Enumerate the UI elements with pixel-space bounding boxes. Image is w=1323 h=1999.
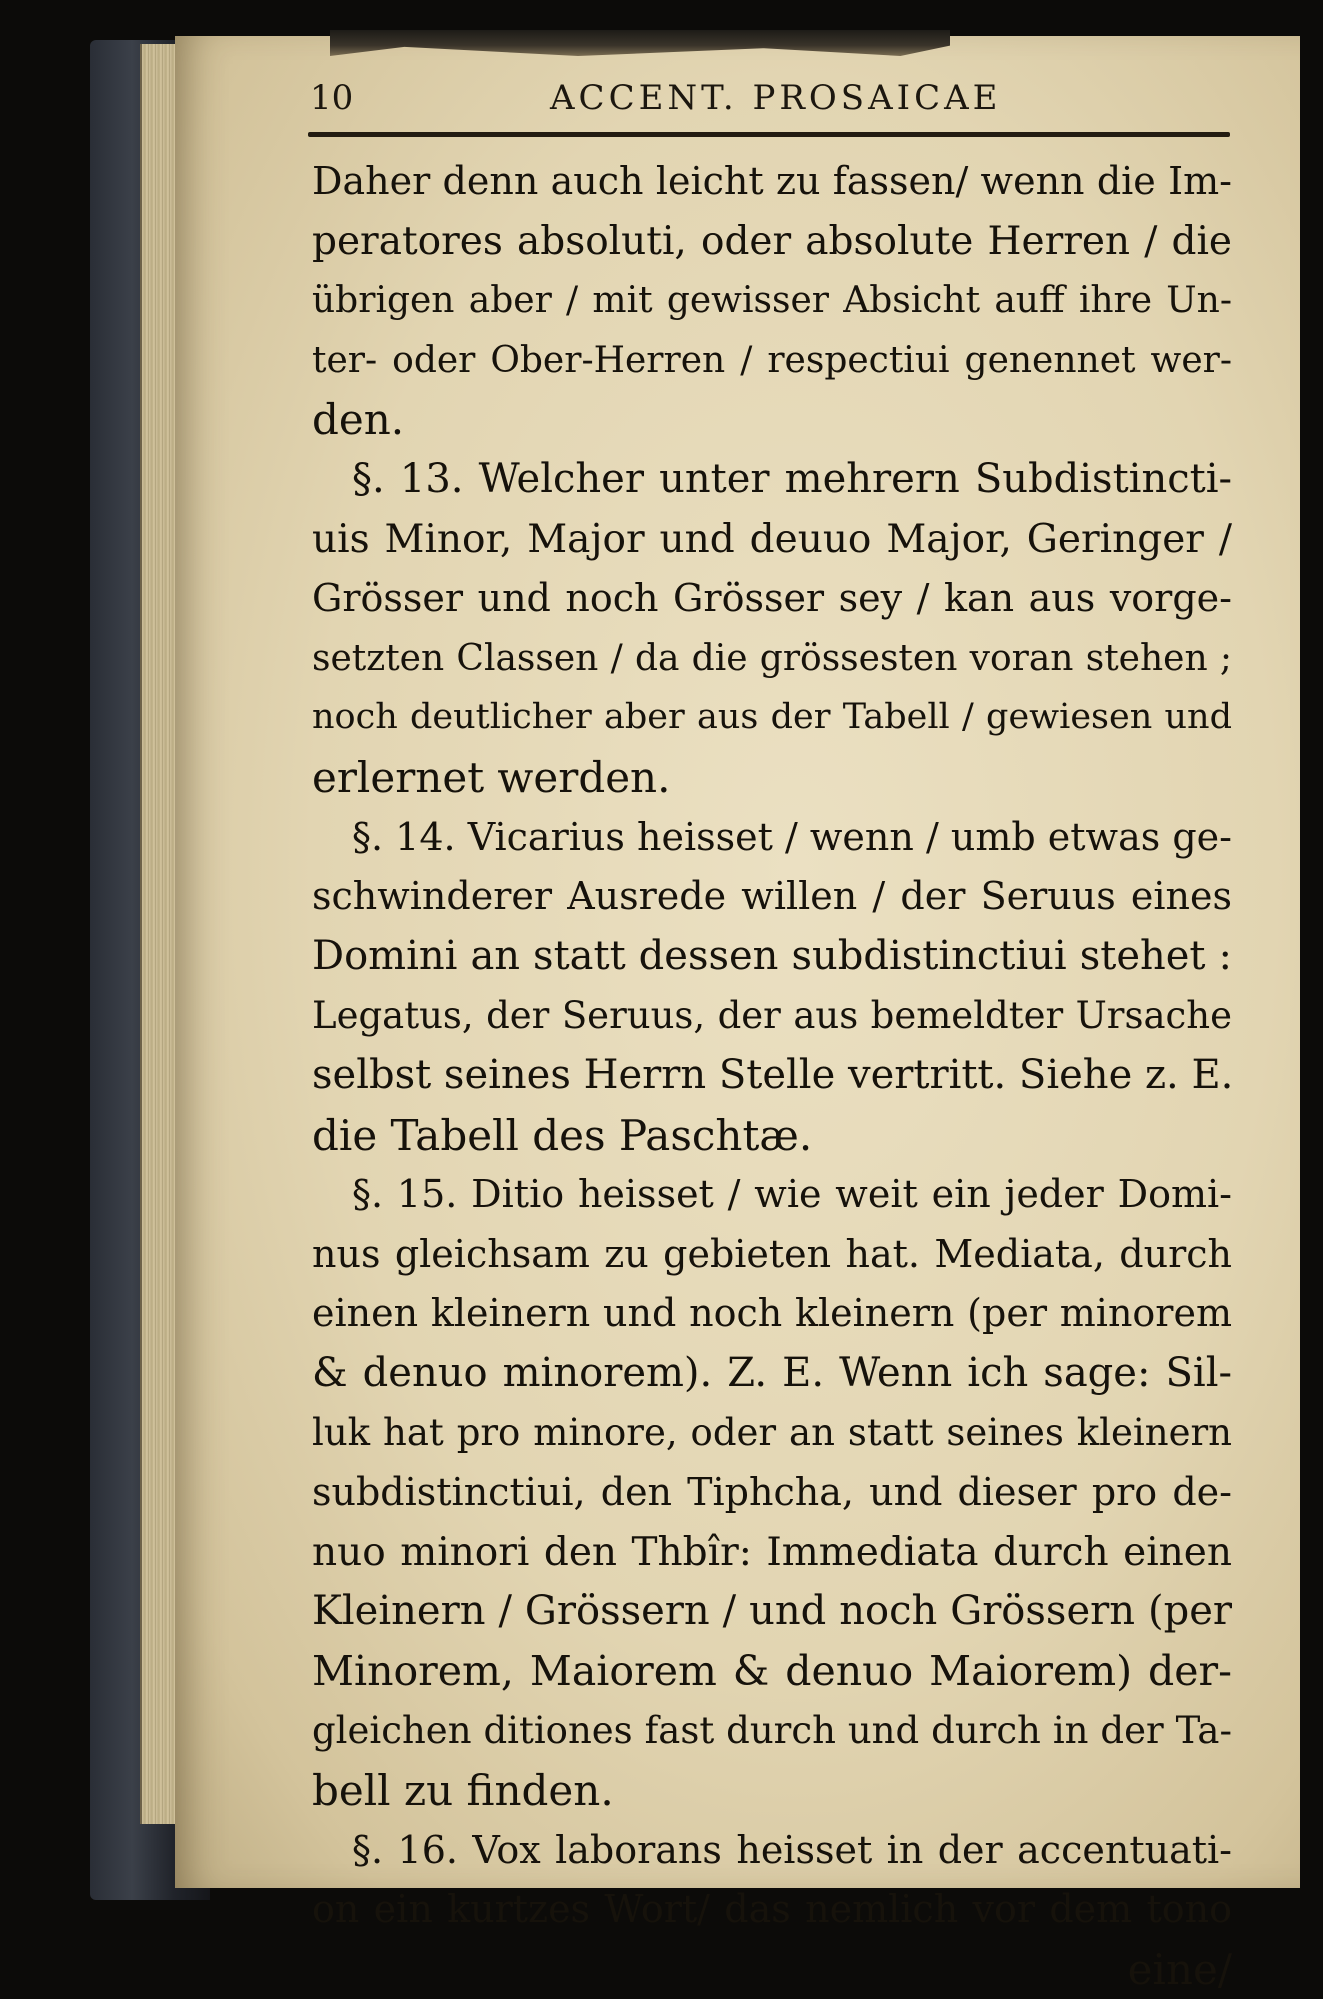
catchword: eine/	[1127, 1944, 1232, 1994]
text-line: peratores absoluti, oder absolute Herren / die	[312, 218, 1232, 264]
page-header	[310, 70, 1220, 126]
text-line: setzten Classen / da die grössesten voran stehen ;	[312, 637, 1232, 679]
text-line: gleichen ditiones fast durch und durch in der Ta-	[312, 1709, 1232, 1753]
text-line: schwinderer Ausrede willen / der Seruus eines	[312, 874, 1232, 919]
text-line: & denuo minorem). Z. E. Wenn ich sage: Sil-	[312, 1349, 1232, 1396]
text-line: nuo minori den Thbîr: Immediata durch einen	[312, 1529, 1232, 1575]
text-line: übrigen aber / mit gewisser Absicht auff ihre Un-	[312, 280, 1232, 322]
text-line: uis Minor, Major und deuuo Major, Geringer /	[312, 516, 1232, 562]
running-title: ACCENT. PROSAICAE	[550, 78, 1002, 118]
header-rule	[308, 132, 1230, 137]
text-line: Domini an statt dessen subdistinctiui stehet :	[312, 932, 1232, 979]
text-line: die Tabell des Paschtæ.	[312, 1110, 813, 1160]
text-line: Minorem, Maiorem & denuo Maiorem) der-	[312, 1646, 1232, 1695]
text-line: Grösser und noch Grösser sey / kan aus vorge-	[312, 576, 1232, 621]
text-line: on ein kurtzes Wort/ das nemlich vor dem tono	[312, 1887, 1232, 1932]
text-line: Daher denn auch leicht zu fassen/ wenn die Im-	[312, 159, 1232, 203]
text-line: subdistinctiui, den Tiphcha, und dieser pro de-	[312, 1470, 1232, 1515]
text-line: erlernet werden.	[312, 752, 671, 802]
paragraph-start-15: §. 15. Ditio heisset / wie weit ein jeder Domi-	[352, 1172, 1232, 1217]
paragraph-start-13: §. 13. Welcher unter mehrern Subdistincti-	[352, 455, 1232, 502]
text-line: ter- oder Ober-Herren / respectiui genennet wer-	[312, 339, 1232, 381]
text-line: den.	[312, 395, 405, 445]
text-line: bell zu finden.	[312, 1766, 614, 1816]
text-line: einen kleinern und noch kleinern (per minorem	[312, 1291, 1232, 1336]
text-line: Kleinern / Grössern / und noch Grössern (per	[312, 1588, 1232, 1635]
text-line: Legatus, der Seruus, der aus bemeldter Ursache	[312, 994, 1232, 1038]
paragraph-start-16: §. 16. Vox laborans heisset in der accentuati-	[352, 1827, 1232, 1872]
text-line: noch deutlicher aber aus der Tabell / gewiesen und	[312, 697, 1232, 738]
paragraph-start-14: §. 14. Vicarius heisset / wenn / umb etwas ge-	[352, 814, 1232, 859]
page-number: 10	[310, 78, 354, 118]
text-line: selbst seines Herrn Stelle vertritt. Siehe z. E.	[312, 1051, 1234, 1098]
body-text	[312, 152, 1232, 1999]
text-line: luk hat pro minore, oder an statt seines kleinern	[312, 1411, 1232, 1455]
text-line: nus gleichsam zu gebieten hat. Mediata, durch	[312, 1231, 1232, 1276]
